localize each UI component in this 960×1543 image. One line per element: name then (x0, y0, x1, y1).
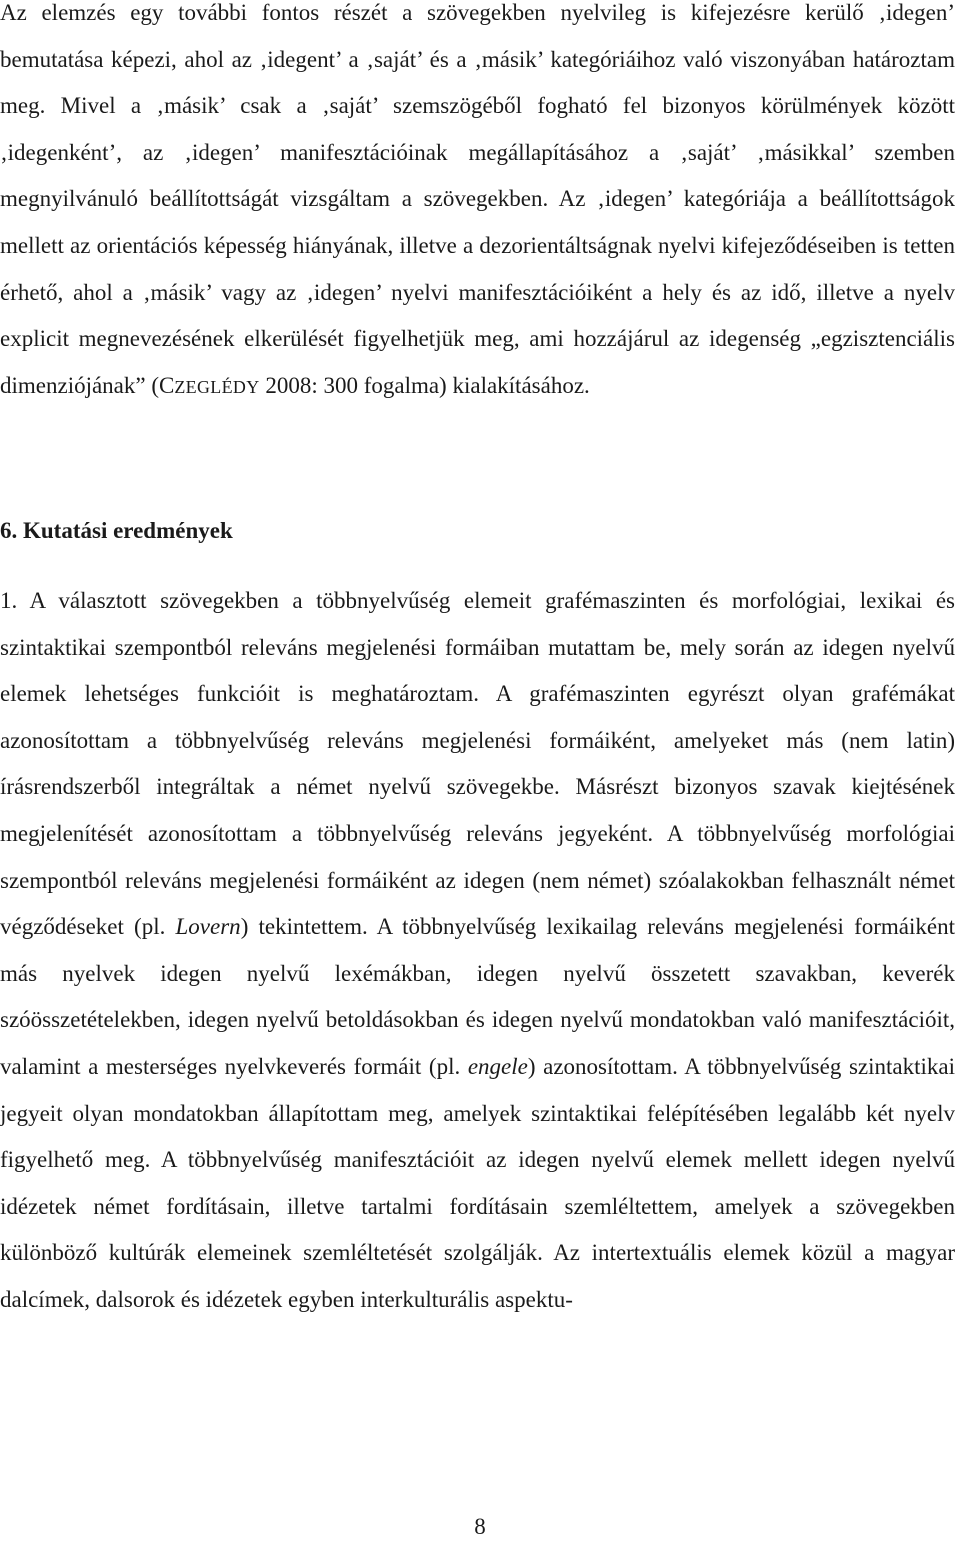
paragraph-text: ) azonosítottam. A többnyelvűség szintaktikai jegyeit olyan mondatokban állapítottam meg, amelyek szintaktikai felépítésében legalább két nyelv figyelhető meg. A többnyelvűség manifesztációit az idegen nyelvű elemek mellett idegen nyelvű idézetek német fordításain, illetve tartalmi fordításain szemléltettem, amelyek a szövegekben különböző kultúrák elemeinek szemléltetését szolgálják. Az intertextuális elemek közül a magyar dalcímek, dalsorok és idézetek egyben interkulturális aspektu- (0, 1053, 955, 1312)
body-paragraph-results (0, 578, 955, 1324)
page-number: 8 (474, 1514, 486, 1539)
italic-example: engele (467, 1053, 528, 1079)
paragraph-text: 1. A választott szövegekben a többnyelvűség elemeit grafémaszinten és morfológiai, lexikai és szintaktikai szempontból releváns megjelenési formáiban mutattam be, mely során az idegen nyelvű elemek lehetséges funkcióit is meghatároztam. A grafémaszinten egyrészt olyan grafémákat azonosítottam a többnyelvűség releváns megjelenési formáiként, amelyeket más (nem latin) írásrendszerből integráltak a német nyelvű szövegekbe. Másrészt bizonyos szavak kiejtésének megjelenítését azonosítottam a többnyelvűség releváns jegyeként. A többnyelvűség morfológiai szempontból releváns megjelenési formáiként az idegen (nem német) szóalakokban felhasznált német végződéseket (pl. (0, 588, 955, 940)
section-heading: 6. Kutatási eredmények (0, 518, 233, 543)
paragraph-text: ) tekintettem. A többnyelvűség lexikailag releváns megjelenési formáiként más nyelvek idegen nyelvű lexémákban, idegen nyelvű összetett szavakban, keverék szóösszetételekben, idegen nyelvű betoldásokban és idegen nyelvű mondatokban való manifesztációit, valamint a mesterséges nyelvkeverés formáit (pl. (0, 914, 955, 1079)
body-paragraph-intro (0, 0, 955, 410)
italic-example: Lovern (175, 914, 241, 940)
paragraph-text: Az elemzés egy további fontos részét a szövegekben nyelvileg is kifejezésre kerülő ‚idegen’ bemutatása képezi, ahol az ‚idegent’ a ‚saját’ és a ‚másik’ kategóriáihoz való viszonyában határoztam meg. Mivel a ‚másik’ csak a ‚saját’ szemszögéből fogható fel bizonyos körülmények között ‚idegenként’, az ‚idegen’ manifesztációinak megállapításához a ‚saját’ ‚másikkal’ szemben megnyilvánuló beállítottságát vizsgáltam a szövegekben. Az ‚idegen’ kategóriája a beállítottságok mellett az orientációs képesség hiányának, illetve a dezorientáltságnak nyelvi kifejeződéseiben is tetten érhető, ahol a ‚másik’ vagy az ‚idegen’ nyelvi manifesztációiként a hely és az idő, illetve a nyelv explicit megnevezésének elkerülését figyelhetjük meg, ami hozzájárul az idegenség „egzisztenciális dimenziójának” (C (0, 0, 955, 398)
author-name-smallcaps: ZEGLÉDY (174, 376, 260, 397)
paragraph-text: 2008: 300 fogalma) kialakításához. (259, 372, 590, 398)
